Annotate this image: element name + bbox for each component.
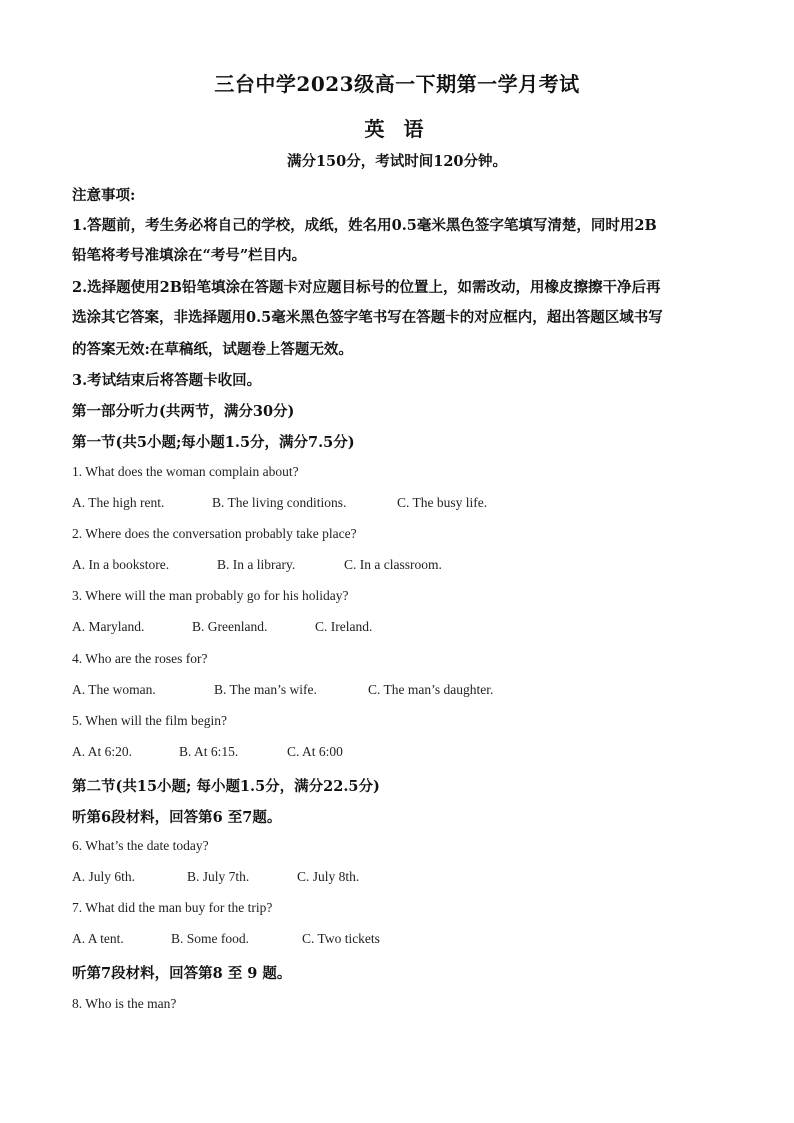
q1-option-a: A. The high rent. xyxy=(72,495,165,510)
q6-option-c: C. July 8th. xyxy=(297,869,360,884)
q3-option-a: A. Maryland. xyxy=(72,619,145,634)
question-6-stem: 6. What’s the date today? xyxy=(72,838,209,853)
q5-option-a: A. At 6:20. xyxy=(72,744,133,759)
q1-option-c: C. The busy life. xyxy=(397,495,488,510)
q6-option-a: A. July 6th. xyxy=(72,869,136,884)
notes-heading: 注意事项: xyxy=(72,187,136,204)
question-5-options xyxy=(72,744,732,760)
q2-option-a: A. In a bookstore. xyxy=(72,557,170,572)
section1-heading: 第一节(共5小题;每小题1.5分，满分7.5分) xyxy=(72,434,355,451)
subject-title: 英 语 xyxy=(364,117,430,141)
material-7-instruction: 听第7段材料，回答第8 至 9 题。 xyxy=(72,965,292,982)
note-item-2b: 选涂其它答案，非选择题用0.5毫米黑色签字笔书写在答题卡的对应框内，超出答题区域书写 xyxy=(72,309,663,326)
q7-option-a: A. A tent. xyxy=(72,931,124,946)
q4-option-c: C. The man’s daughter. xyxy=(368,682,494,697)
question-7-options xyxy=(72,931,732,947)
note-item-1b: 铅笔将考号准填涂在“考号”栏目内。 xyxy=(72,247,307,264)
q3-option-b: B. Greenland. xyxy=(192,619,268,634)
question-4-options xyxy=(72,682,732,698)
exam-title: 三台中学2023级高一下期第一学月考试 xyxy=(214,72,580,96)
q2-option-b: B. In a library. xyxy=(217,557,296,572)
q1-option-b: B. The living conditions. xyxy=(212,495,347,510)
question-4-stem: 4. Who are the roses for? xyxy=(72,651,208,666)
note-item-2a: 2.选择题使用2B铅笔填涂在答题卡对应题目标号的位置上，如需改动，用橡皮擦擦干净后再 xyxy=(72,279,661,296)
question-2-options xyxy=(72,557,732,573)
q4-option-a: A. The woman. xyxy=(72,682,156,697)
question-2-stem: 2. Where does the conversation probably take place? xyxy=(72,526,357,541)
part1-heading: 第一部分听力(共两节，满分30分) xyxy=(72,403,295,420)
q7-option-c: C. Two tickets xyxy=(302,931,380,946)
q5-option-c: C. At 6:00 xyxy=(287,744,343,759)
note-item-2c: 的答案无效:在草稿纸，试题卷上答题无效。 xyxy=(72,341,353,358)
question-5-stem: 5. When will the film begin? xyxy=(72,713,227,728)
q6-option-b: B. July 7th. xyxy=(187,869,250,884)
question-8-stem: 8. Who is the man? xyxy=(72,996,177,1011)
q4-option-b: B. The man’s wife. xyxy=(214,682,317,697)
question-3-stem: 3. Where will the man probably go for his holiday? xyxy=(72,588,349,603)
question-3-options xyxy=(72,619,732,635)
note-item-1a: 1.答题前，考生务必将自己的学校，成纸，姓名用0.5毫米黑色签字笔填写清楚，同时用2B xyxy=(72,217,657,234)
section2-heading: 第二节(共15小题; 每小题1.5分，满分22.5分) xyxy=(72,778,380,795)
q2-option-c: C. In a classroom. xyxy=(344,557,442,572)
material-6-instruction: 听第6段材料，回答第6 至7题。 xyxy=(72,809,282,826)
question-6-options xyxy=(72,869,732,885)
question-1-stem: 1. What does the woman complain about? xyxy=(72,464,299,479)
q7-option-b: B. Some food. xyxy=(171,931,250,946)
score-info: 满分150分，考试时间120分钟。 xyxy=(286,153,508,170)
q3-option-c: C. Ireland. xyxy=(315,619,373,634)
question-1-options xyxy=(72,495,732,511)
note-item-3: 3.考试结束后将答题卡收回。 xyxy=(72,372,262,389)
question-7-stem: 7. What did the man buy for the trip? xyxy=(72,900,273,915)
q5-option-b: B. At 6:15. xyxy=(179,744,239,759)
